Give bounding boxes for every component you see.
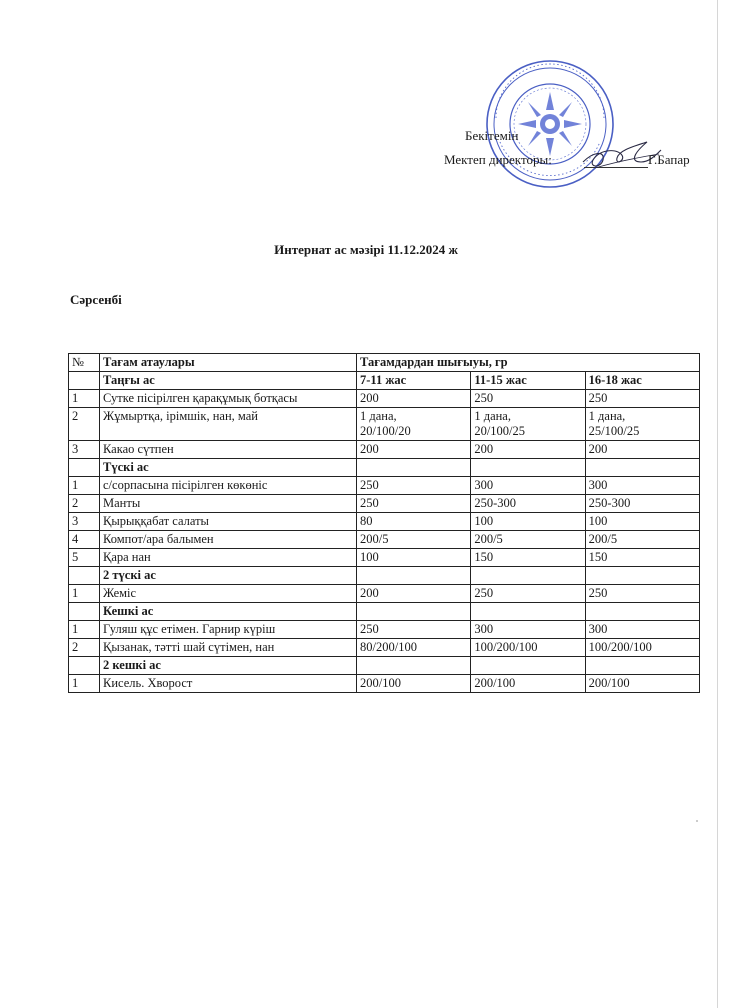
row-number: 3 [69,513,100,531]
table-row [69,549,700,567]
section-title: Таңғы ас [100,372,357,390]
row-number: 2 [69,408,100,441]
age-group-header: 16-18 жас [585,372,699,390]
portion-value: 250 [471,585,585,603]
empty-cell [357,459,471,477]
empty-cell [471,567,585,585]
portion-value: 200 [585,441,699,459]
dish-name: Қара нан [100,549,357,567]
scan-speck [696,820,698,822]
empty-cell [357,603,471,621]
table-row [69,675,700,693]
portion-value: 100 [585,513,699,531]
portion-value: 1 дана, 25/100/25 [585,408,699,441]
dish-name: Манты [100,495,357,513]
portion-value: 1 дана, 20/100/20 [357,408,471,441]
section-num-cell [69,372,100,390]
portion-value: 100/200/100 [471,639,585,657]
row-number: 1 [69,621,100,639]
day-of-week: Сәрсенбі [70,292,122,307]
age-group-header: 7-11 жас [357,372,471,390]
table-header-row [69,354,700,372]
table-row [69,621,700,639]
table-row [69,639,700,657]
table-row [69,390,700,408]
portion-value: 300 [585,477,699,495]
dish-name: Жеміс [100,585,357,603]
table-row [69,585,700,603]
portion-value: 100 [357,549,471,567]
dish-name: Какао сүтпен [100,441,357,459]
empty-cell [585,603,699,621]
portion-value: 250 [357,495,471,513]
portion-value: 250 [585,390,699,408]
empty-cell [471,603,585,621]
section-row [69,603,700,621]
portion-value: 250-300 [585,495,699,513]
portion-value: 250 [585,585,699,603]
page-edge-line [717,0,718,1008]
portion-value: 200 [357,390,471,408]
portion-value: 200 [471,441,585,459]
portion-value: 300 [471,621,585,639]
header-dish-name: Тағам атаулары [100,354,357,372]
empty-cell [585,567,699,585]
portion-value: 200/100 [357,675,471,693]
dish-name: Қырыққабат салаты [100,513,357,531]
empty-cell [357,567,471,585]
table-row [69,441,700,459]
portion-value: 200/100 [585,675,699,693]
empty-cell [471,657,585,675]
age-group-header: 11-15 жас [471,372,585,390]
portion-value: 100 [471,513,585,531]
dish-name: Кисель. Хворост [100,675,357,693]
row-number: 1 [69,585,100,603]
section-title: 2 түскі ас [100,567,357,585]
portion-value: 250 [471,390,585,408]
dish-name: Жұмыртқа, ірімшік, нан, май [100,408,357,441]
portion-value: 80/200/100 [357,639,471,657]
section-title: Түскі ас [100,459,357,477]
header-output: Тағамдардан шығыуы, гр [357,354,700,372]
section-title: 2 кешкі ас [100,657,357,675]
empty-cell [357,657,471,675]
table-row [69,531,700,549]
dish-name: Компот/ара балымен [100,531,357,549]
dish-name: Гуляш құс етімен. Гарнир күріш [100,621,357,639]
portion-value: 200/100 [471,675,585,693]
portion-value: 200 [357,585,471,603]
section-num-cell [69,459,100,477]
page-title: Интернат ас мәзірі 11.12.2024 ж [274,242,458,257]
menu-table [68,353,700,693]
table-row [69,477,700,495]
row-number: 2 [69,639,100,657]
empty-cell [471,459,585,477]
portion-value: 80 [357,513,471,531]
table-row [69,513,700,531]
director-label: Мектеп директоры: [444,152,552,167]
table-row [69,495,700,513]
portion-value: 250 [357,477,471,495]
portion-value: 150 [471,549,585,567]
section-title: Кешкі ас [100,603,357,621]
dish-name: с/сорпасына пісірілген көкөніс [100,477,357,495]
portion-value: 1 дана, 20/100/25 [471,408,585,441]
header-num: № [69,354,100,372]
portion-value: 200 [357,441,471,459]
portion-value: 250 [357,621,471,639]
section-num-cell [69,603,100,621]
table-row [69,408,700,441]
portion-value: 200/5 [357,531,471,549]
section-num-cell [69,567,100,585]
section-row [69,372,700,390]
dish-name: Сутке пісірілген қарақұмық ботқасы [100,390,357,408]
row-number: 3 [69,441,100,459]
portion-value: 200/5 [471,531,585,549]
dish-name: Қызанак, тәтті шай сүтімен, нан [100,639,357,657]
section-row [69,459,700,477]
row-number: 2 [69,495,100,513]
row-number: 1 [69,477,100,495]
section-row [69,657,700,675]
director-name: Г.Бапар [648,152,690,167]
empty-cell [585,459,699,477]
empty-cell [585,657,699,675]
row-number: 1 [69,675,100,693]
portion-value: 200/5 [585,531,699,549]
row-number: 5 [69,549,100,567]
row-number: 4 [69,531,100,549]
row-number: 1 [69,390,100,408]
approval-label: Бекітемін [465,128,519,143]
portion-value: 150 [585,549,699,567]
portion-value: 300 [471,477,585,495]
section-num-cell [69,657,100,675]
section-row [69,567,700,585]
portion-value: 100/200/100 [585,639,699,657]
portion-value: 250-300 [471,495,585,513]
portion-value: 300 [585,621,699,639]
